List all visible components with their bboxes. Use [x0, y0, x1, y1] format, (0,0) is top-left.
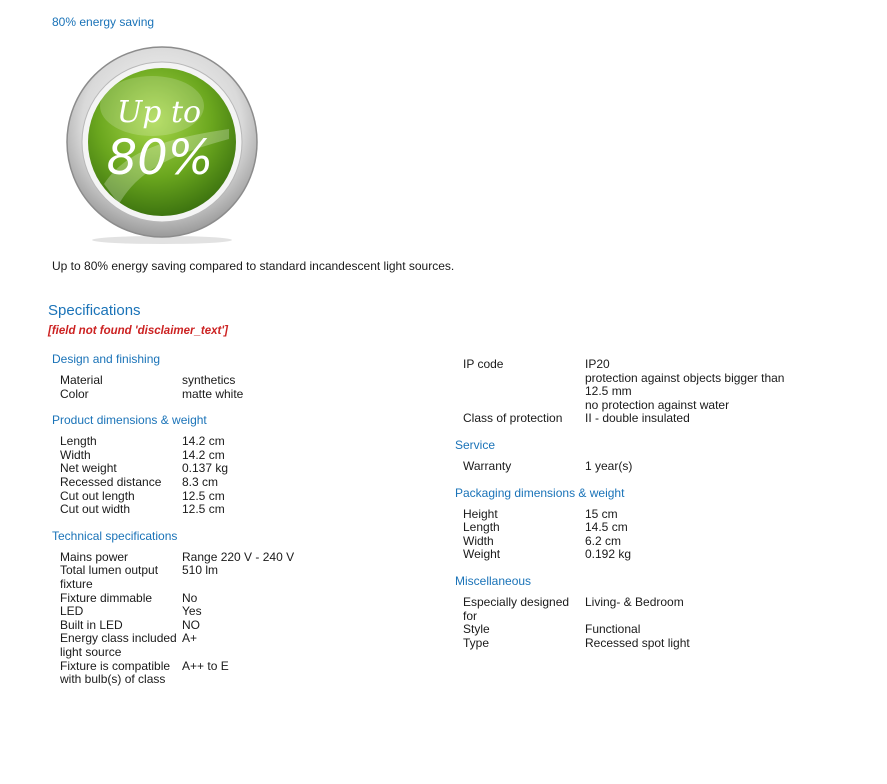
spec-group-heading: Miscellaneous — [455, 573, 532, 588]
spec-label: Mains power — [60, 549, 129, 564]
spec-rows — [60, 551, 412, 687]
spec-value-line: Functional — [585, 622, 641, 637]
badge-line-2: 80% — [106, 130, 214, 186]
spec-value — [585, 508, 785, 522]
spec-value-line: NO — [182, 617, 200, 632]
spec-row-net-weight — [60, 462, 412, 476]
spec-label: Width — [463, 533, 494, 548]
spec-rows — [463, 358, 815, 426]
spec-row-led — [60, 605, 412, 619]
spec-label: Built in LED — [60, 617, 123, 632]
spec-value-line: 510 lm — [182, 563, 219, 578]
spec-label: IP code — [463, 357, 504, 371]
spec-label: Style — [463, 622, 490, 637]
spec-value — [585, 623, 785, 637]
spec-value — [585, 521, 785, 535]
spec-value — [182, 374, 382, 388]
spec-value-line: 14.2 cm — [182, 447, 225, 462]
spec-label: Length — [463, 520, 500, 535]
spec-value — [182, 605, 382, 619]
spec-group-heading: Technical specifications — [52, 528, 178, 543]
spec-label: Recessed distance — [60, 474, 162, 489]
spec-label: Weight — [463, 547, 501, 562]
spec-row-cut-out-width — [60, 503, 412, 517]
spec-value — [182, 476, 382, 490]
spec-row-length — [463, 521, 815, 535]
spec-row-width — [463, 535, 815, 549]
spec-value — [182, 388, 382, 402]
spec-value-line: 12.5 cm — [182, 488, 225, 503]
spec-value-line: 14.2 cm — [182, 434, 225, 449]
spec-value-line: A++ to E — [182, 658, 229, 673]
spec-row-ip-code — [463, 358, 815, 412]
spec-row-width — [60, 449, 412, 463]
spec-value-line: protection against objects bigger than 12.5 mm — [585, 370, 785, 399]
spec-group-packaging-dimensions-weight — [455, 486, 815, 562]
spec-value-line: Recessed spot light — [585, 635, 690, 650]
feature-description: Up to 80% energy saving compared to standard incandescent light sources. — [52, 259, 455, 273]
spec-label: Cut out width — [60, 502, 131, 517]
spec-row-weight — [463, 548, 815, 562]
spec-value — [585, 535, 785, 549]
badge-line-1: Up to — [116, 95, 202, 130]
spec-row-style — [463, 623, 815, 637]
spec-value — [585, 460, 785, 474]
spec-value — [182, 632, 382, 659]
spec-group-design-and-finishing — [52, 352, 412, 401]
spec-value — [585, 596, 785, 623]
spec-row-class-of-protection — [463, 412, 815, 426]
spec-value — [182, 462, 382, 476]
spec-group-miscellaneous — [455, 574, 815, 650]
spec-group — [455, 358, 815, 426]
spec-value — [182, 490, 382, 504]
spec-label: Net weight — [60, 461, 117, 476]
spec-group-heading: Packaging dimensions & weight — [455, 485, 625, 500]
spec-value-line: 14.5 cm — [585, 520, 628, 535]
spec-value-line: 0.192 kg — [585, 547, 632, 562]
spec-value — [182, 449, 382, 463]
spec-label: Length — [60, 434, 97, 449]
spec-value — [182, 592, 382, 606]
spec-value-line: A+ — [182, 631, 198, 646]
spec-row-cut-out-length — [60, 490, 412, 504]
spec-row-mains-power — [60, 551, 412, 565]
spec-row-length — [60, 435, 412, 449]
spec-label: Fixture is compatible with bulb(s) of class — [60, 658, 171, 687]
feature-title: 80% energy saving — [52, 15, 155, 29]
spec-row-fixture-is-compatible-with-bulb-s-of-class — [60, 660, 412, 687]
disclaimer-text: [field not found 'disclaimer_text'] — [48, 325, 228, 337]
spec-value — [182, 551, 382, 565]
spec-row-especially-designed-for — [463, 596, 815, 623]
spec-row-fixture-dimmable — [60, 592, 412, 606]
spec-value-line: 6.2 cm — [585, 533, 622, 548]
spec-group-product-dimensions-weight — [52, 413, 412, 517]
spec-value — [182, 564, 382, 591]
spec-label: Warranty — [463, 458, 512, 473]
spec-value — [585, 358, 785, 412]
spec-value — [182, 619, 382, 633]
spec-label: Material — [60, 373, 103, 387]
spec-label: Cut out length — [60, 488, 135, 503]
spec-value-line: 15 cm — [585, 506, 618, 521]
spec-row-color — [60, 388, 412, 402]
spec-label: Fixture dimmable — [60, 590, 153, 605]
spec-label: Especially designed for — [463, 594, 570, 623]
spec-rows — [60, 374, 412, 401]
spec-label: Type — [463, 635, 490, 650]
spec-value-line: 1 year(s) — [585, 458, 633, 473]
specs-right-column — [455, 358, 815, 662]
spec-label: Width — [60, 447, 91, 462]
spec-label: Total lumen output fixture — [60, 563, 159, 591]
spec-row-energy-class-included-light-source — [60, 632, 412, 659]
spec-value — [182, 503, 382, 517]
spec-group-technical-specifications — [52, 529, 412, 687]
spec-value-line: synthetics — [182, 373, 236, 387]
spec-rows — [463, 596, 815, 650]
spec-group-heading: Product dimensions & weight — [52, 413, 207, 428]
spec-rows — [463, 508, 815, 562]
spec-value — [585, 412, 785, 426]
spec-rows — [60, 435, 412, 517]
spec-value-line: 0.137 kg — [182, 461, 229, 476]
spec-value — [182, 435, 382, 449]
spec-row-warranty — [463, 460, 815, 474]
spec-value-line: Range 220 V - 240 V — [182, 549, 295, 564]
spec-value-line: IP20 — [585, 357, 610, 371]
spec-label: Energy class included light source — [60, 631, 177, 659]
spec-row-built-in-led — [60, 619, 412, 633]
spec-value-line: II - double insulated — [585, 411, 690, 426]
spec-value-line: 8.3 cm — [182, 474, 219, 489]
spec-row-type — [463, 637, 815, 651]
spec-label: LED — [60, 604, 84, 619]
spec-value-line: no protection against water — [585, 397, 730, 412]
spec-label: Height — [463, 506, 498, 521]
spec-group-heading: Design and finishing — [52, 352, 161, 366]
spec-row-total-lumen-output-fixture — [60, 564, 412, 591]
spec-value-line: matte white — [182, 386, 244, 401]
spec-rows — [463, 460, 815, 474]
spec-label: Class of protection — [463, 411, 563, 426]
spec-label: Color — [60, 386, 89, 401]
spec-value-line: No — [182, 590, 198, 605]
spec-group-service — [455, 438, 815, 474]
specifications-title: Specifications — [48, 302, 141, 319]
specs-left-column — [52, 352, 412, 699]
spec-row-recessed-distance — [60, 476, 412, 490]
spec-value — [182, 660, 382, 687]
spec-value — [585, 548, 785, 562]
energy-saving-badge — [64, 44, 260, 244]
spec-group-heading: Service — [455, 437, 496, 452]
spec-value-line: 12.5 cm — [182, 502, 225, 517]
spec-row-height — [463, 508, 815, 522]
spec-value-line: Living- & Bedroom — [585, 594, 684, 609]
spec-row-material — [60, 374, 412, 388]
spec-value-line: Yes — [182, 604, 202, 619]
spec-value — [585, 637, 785, 651]
